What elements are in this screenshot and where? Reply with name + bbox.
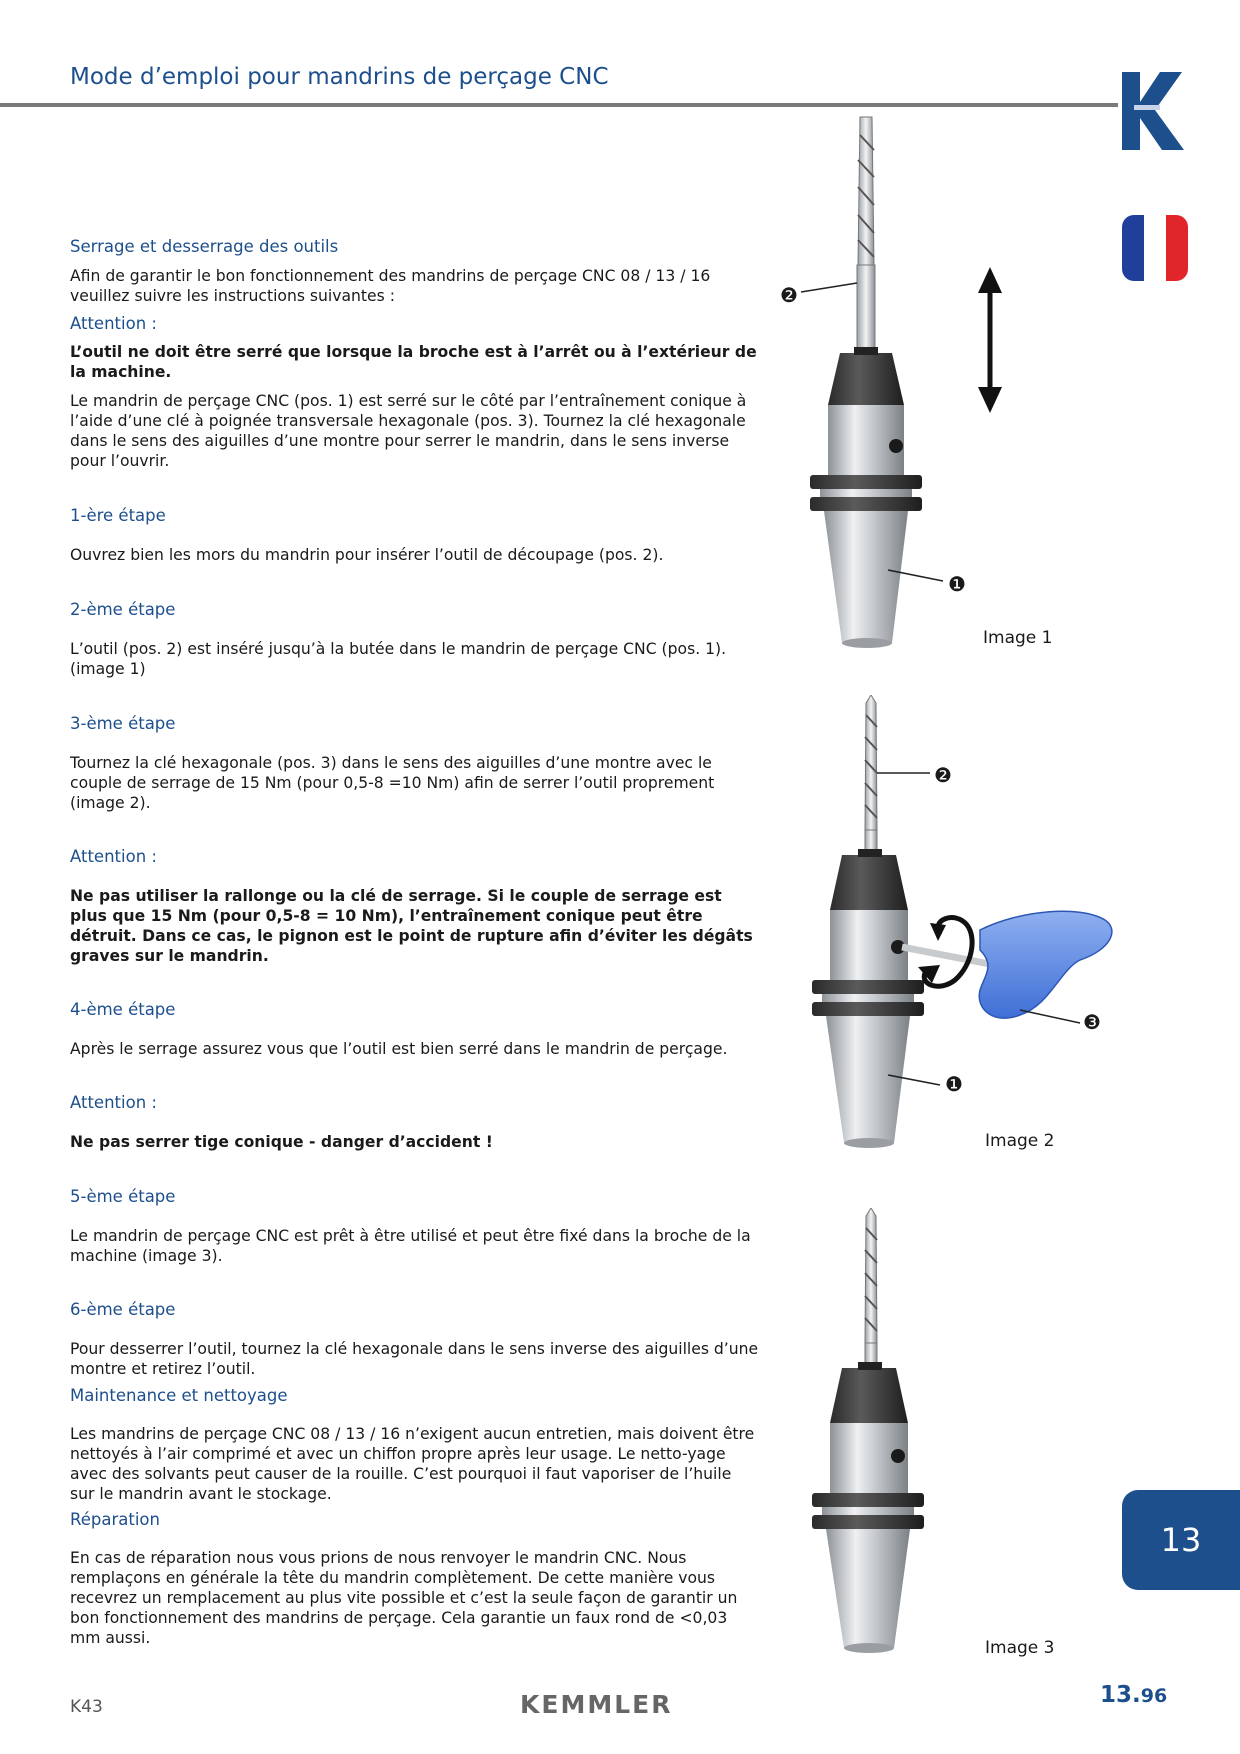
attention-text: L’outil ne doit être serré que lorsque la broche est à l’arrêt ou à l’extérieur de la machine. [70, 343, 757, 381]
callout-chuck-image1: ❶ [948, 572, 966, 596]
maintenance-text: Les mandrins de perçage CNC 08 / 13 / 16 n’exigent aucun entretien, mais doivent être nettoyés à l’air comprimé et avec un chiffon propre après leur usage. Le netto-yage avec des solvants peut causer de la rouille. C’est pourquoi il faut vaporiser de l’huile sur le mandrin avant le stockage. [70, 1425, 755, 1503]
attention-label: Attention : [70, 314, 157, 333]
cnc-chuck [810, 347, 922, 648]
step1-text: Ouvrez bien les mors du mandrin pour insérer l’outil de découpage (pos. 2). [70, 546, 664, 564]
repair-text: En cas de réparation nous vous prions de nous renvoyer le mandrin CNC. Nous remplaçons en générale la tête du mandrin complètement. De cette manière vous recevrez un remplacement au plus vite possible et c’est la seule façon de garantir un bon fonctionnement des mandrins de perçage. Cela garantie un faux rond de <0,03 mm aussi. [70, 1549, 738, 1647]
attention3-text: Ne pas serrer tige conique - danger d’accident ! [70, 1133, 493, 1151]
chapter-tab[interactable]: 13 [1122, 1490, 1240, 1590]
attention3-heading: Attention : [70, 1093, 157, 1112]
step6-text: Pour desserrer l’outil, tournez la clé hexagonale dans le sens inverse des aiguilles d’une montre et retirez l’outil. [70, 1340, 759, 1378]
footer-brand: KEMMLER [520, 1690, 673, 1719]
callout-chuck-image2: ❶ [945, 1072, 963, 1096]
clamping-section [70, 237, 760, 257]
maintenance-heading: Maintenance et nettoyage [70, 1386, 288, 1405]
header-rule [0, 103, 1118, 107]
cnc-chuck [812, 849, 924, 1148]
callout-tool-image1: ❷ [780, 283, 798, 307]
caption-image2: Image 2 [985, 1131, 1055, 1151]
repair-heading: Réparation [70, 1510, 160, 1529]
step1-heading: 1-ère étape [70, 506, 166, 525]
step3-text: Tournez la clé hexagonale (pos. 3) dans le sens des aiguilles d’une montre avec le couple de serrage de 15 Nm (pour 0,5-8 =10 Nm) afin de serrer l’outil proprement (image 2). [70, 754, 715, 812]
description-paragraph: Le mandrin de perçage CNC (pos. 1) est serré sur le côté par l’entraînement conique à l’aide d’une clé à poignée transversale hexagonale (pos. 3). Tournez la clé hexagonale dans le sens des aiguilles d’une montre pour serrer le mandrin, dans le sens inverse pour l’ouvrir. [70, 392, 747, 470]
attention2-heading: Attention : [70, 847, 157, 866]
footer-code: K43 [70, 1697, 103, 1717]
figure-image1 [780, 115, 1060, 655]
attention2-text: Ne pas utiliser la rallonge ou la clé de serrage. Si le couple de serrage est plus que 15 Nm (pour 0,5-8 = 10 Nm), l’entraînement conique peut être détruit. Dans ce cas, le pignon est le point de rupture afin d’éviter les dégâts graves sur le mandrin. [70, 887, 753, 965]
callout-tool-image2: ❷ [934, 763, 952, 787]
step4-heading: 4-ème étape [70, 1000, 176, 1019]
step5-text: Le mandrin de perçage CNC est prêt à être utilisé et peut être fixé dans la broche de la machine (image 3). [70, 1227, 751, 1265]
step4-text: Après le serrage assurez vous que l’outil est bien serré dans le mandrin de perçage. [70, 1040, 728, 1058]
intro-paragraph: Afin de garantir le bon fonctionnement des mandrins de perçage CNC 08 / 13 / 16 veuillez suivre les instructions suivantes : [70, 267, 711, 305]
figure-image3 [780, 1208, 980, 1658]
cnc-chuck [812, 1362, 924, 1653]
callout-key-image2: ❸ [1083, 1010, 1101, 1034]
france-flag-icon [1122, 215, 1188, 281]
caption-image3: Image 3 [985, 1638, 1055, 1658]
drill-bit [865, 1208, 877, 1388]
step3-heading: 3-ème étape [70, 714, 176, 733]
page-number-minor: 96 [1140, 1685, 1168, 1707]
step2-text: L’outil (pos. 2) est inséré jusqu’à la butée dans le mandrin de perçage CNC (pos. 1). (image 1) [70, 640, 727, 678]
drill-bit [857, 117, 875, 360]
step2-heading: 2-ème étape [70, 600, 176, 619]
kemmler-logo-icon [1122, 72, 1190, 150]
page-number-major: 13. [1100, 1682, 1141, 1708]
section-heading: Serrage et desserrage des outils [70, 237, 339, 256]
caption-image1: Image 1 [983, 628, 1053, 648]
drill-bit [865, 695, 877, 875]
double-arrow-icon [978, 267, 1002, 413]
page-number [1100, 1682, 1167, 1708]
step6-heading: 6-ème étape [70, 1300, 176, 1319]
page-title: Mode d’emploi pour mandrins de perçage CNC [70, 64, 609, 90]
step5-heading: 5-ème étape [70, 1187, 176, 1206]
